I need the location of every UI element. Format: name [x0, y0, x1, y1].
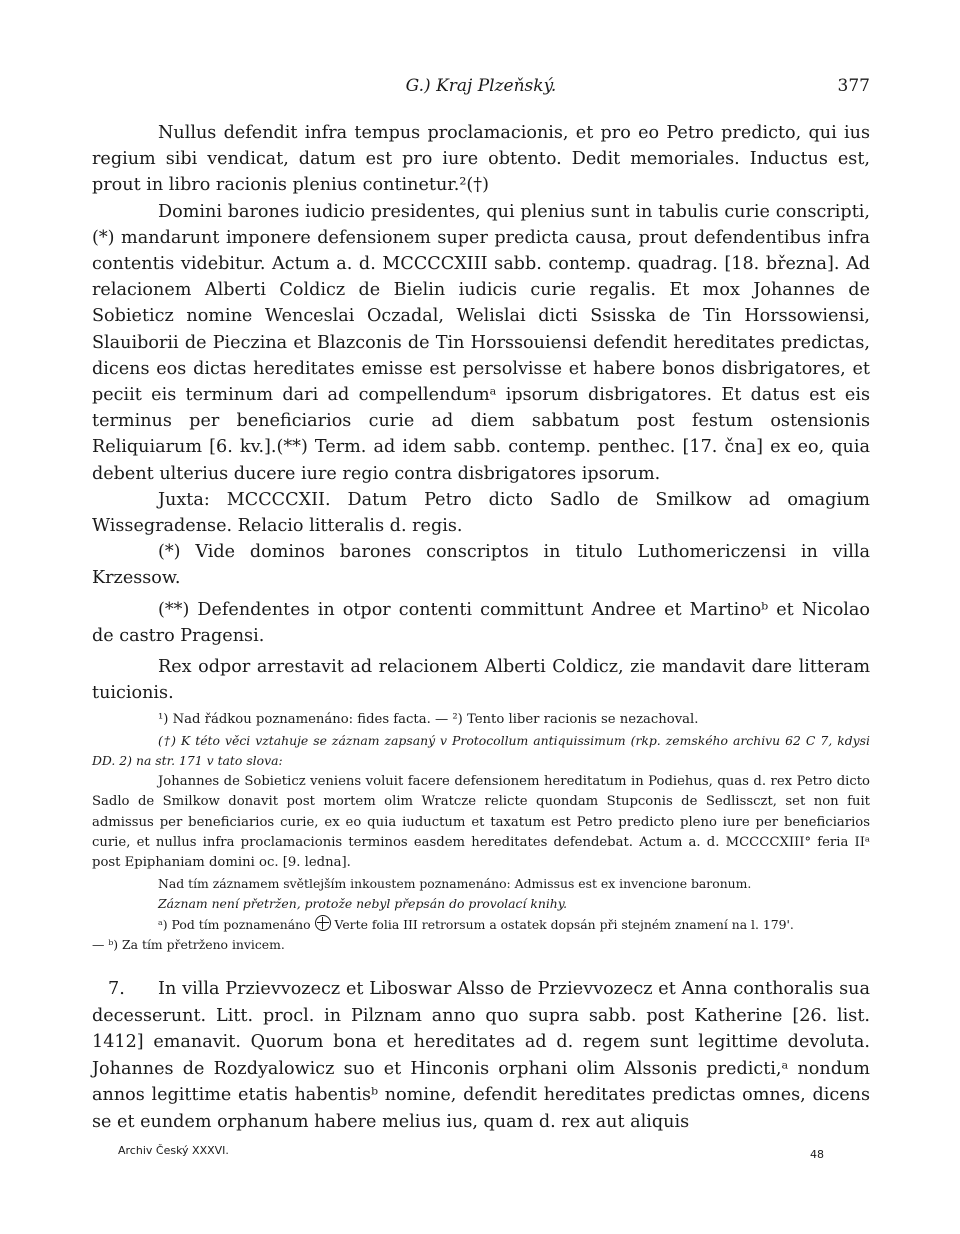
footnote-a-text: Verte folia III retrorsum a ostatek dopsán při stejném znamení na l. 179'.: [334, 916, 794, 932]
footnote-b: — ᵇ) Za tím přetrženo invicem.: [92, 936, 285, 952]
footnote-not-struck: Záznam není přetržen, protože nebyl přepsán do provolací knihy.: [158, 896, 568, 912]
page-footer: [118, 1144, 824, 1164]
footer-book-title: Archiv Český XXXVI.: [118, 1144, 229, 1157]
main-text: [92, 120, 870, 955]
paragraph-6: Rex odpor arrestavit ad relacionem Alberti Coldicz, zie mandavit dare litteram tuicionis.: [92, 657, 870, 704]
footnote-admissus: Nad tím záznamem světlejším inkoustem poznamenáno: Admissus est ex invencione baronum.: [158, 875, 752, 891]
footnote-1: ¹) Nad řádkou poznamenáno: fides facta. — ²) Tento liber racionis se nezachoval.: [158, 712, 699, 728]
entry-7-paragraph: [92, 976, 870, 1136]
entry-number: 7.: [108, 979, 125, 999]
running-head-title: G.) Kraj Plzeňský.: [405, 76, 557, 96]
paragraph-1: Nullus defendit infra tempus proclamacionis, et pro eo Petro predicto, qui ius regium sibi vendicat, datum est pro iure obtento. Dedit memoriales. Inductus est, prout in libro racionis plenius continetur.²(†): [92, 123, 870, 196]
footnote-a-label: ᵃ) Pod tím poznamenáno: [158, 916, 311, 932]
entry-7-text: In villa Przievvozecz et Liboswar Alsso de Przievvozecz et Anna conthoralis sua decesserunt. Litt. procl. in Pilznam anno quo supra sabb. post Katherine [26. list. 1412] emanavit. Quorum bona et hereditates ad d. regem sunt legittime devoluta. Johannes de Rozdyalowicz suo et Hinconis orphani olim Alssonis predicti,ᵃ nondum annos legittime etatis habentisᵇ nomine, defendit hereditates predictas omnes, dicens se et eundem orphanum habere melius ius, quam d. rex aut aliquis: [92, 979, 870, 1132]
running-head: [92, 76, 870, 102]
entry-7: [92, 976, 870, 1136]
paragraph-3: Juxta: MCCCCXII. Datum Petro dicto Sadlo de Smilkow ad omagium Wissegradense. Relacio litteralis d. regis.: [92, 489, 870, 537]
signature-mark: 48: [810, 1148, 824, 1161]
seal-mark-icon: [315, 915, 331, 931]
footnote-protocol-entry: Johannes de Sobieticz veniens voluit facere defensionem hereditatum in Podiehus, quas d. rex Petro dicto Sadlo de Smilkow donavit post mortem olim Wratcze relicte quondam Stupconis de Sedlissczt, set non fuit admissus per beneficiarios curie, ex eo quia iuductum et taxatum est Petro predicto pleno iure per beneficiarios curie, et nullus infra proclamacionis terminos easdem hereditates defendebat. Actum a. d. MCCCCXIII° feria IIᵃ post Epiphaniam domini oc. [9. ledna].: [92, 773, 870, 871]
note-double-star: (**) Defendentes in otpor contenti committunt Andree et Martinoᵇ et Nicolao de castro Pragensi.: [92, 599, 870, 646]
note-star: (*) Vide dominos barones conscriptos in titulo Luthomericzensi in villa Krzessow.: [92, 542, 870, 589]
footnote-a: [92, 915, 870, 935]
paragraph-2: Domini barones iudicio presidentes, qui plenius sunt in tabulis curie conscripti,(*) mandarunt imponere defensionem super predicta causa, prout defendentibus infra contentis videbitur. Actum a. d. MCCCCXIII sabb. contemp. quadrag. [18. března]. Ad relacionem Alberti Coldicz de Bielin iudicis curie regalis. Et mox Johannes de Sobieticz nomine Wenceslai Oczadal, Welislai dicti Ssisska de Tin Horssowiensi, Slauiborii de Pieczina et Blazconis de Tin Horssouiensi defendit hereditates predictas, dicens eos dictas hereditates emisse est persolvisse et habere bonos disbrigatores, et peciit eis terminum dari ad compellendumᵃ ipsorum disbrigatores. Et datus est eis terminus per beneficiarios curie ad diem sabbatum post festum ostensionis Reliquiarum [6. kv.].(**) Term. ad idem sabb. contemp. penthec. [17. čna] ex eo, quia debent ulterius ducere iure regio contra disbrigatores ipsorum.: [92, 201, 870, 484]
page-number: 377: [837, 76, 870, 96]
footnote-dagger: (†) K této věci vztahuje se záznam zapsaný v Protocollum antiquissimum (rkp. zemského archivu 62 C 7, kdysi DD. 2) na str. 171 v tato slova:: [92, 732, 870, 769]
